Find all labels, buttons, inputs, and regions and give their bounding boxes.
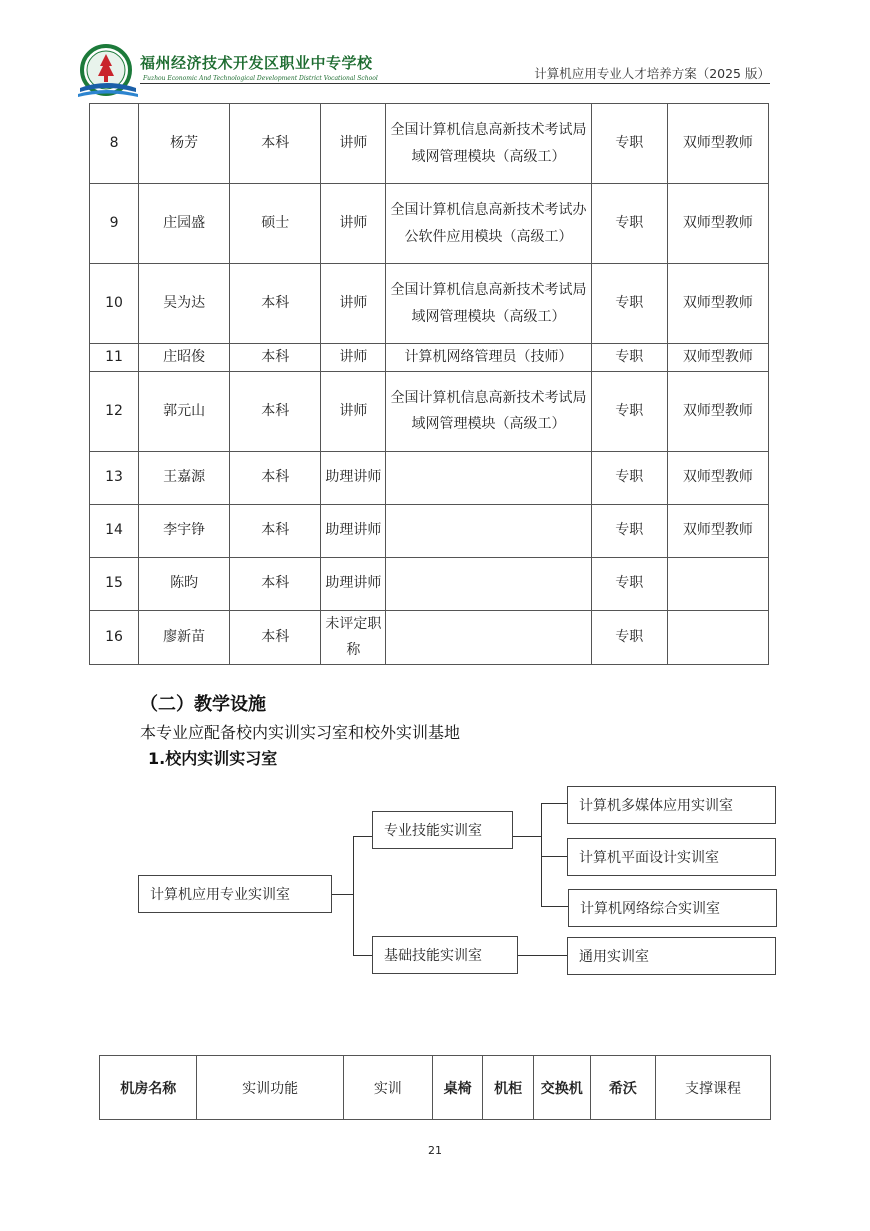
table-row (90, 344, 769, 372)
staff-name-cell: 廖新苗 (139, 610, 230, 664)
staff-education-cell: 硕士 (230, 184, 321, 264)
staff-education-cell: 本科 (230, 451, 321, 504)
connector (353, 955, 372, 956)
table-row (90, 371, 769, 451)
table-header-cell: 实训 (343, 1056, 432, 1120)
staff-title-cell: 讲师 (321, 264, 386, 344)
staff-employment-cell: 专职 (591, 451, 667, 504)
staff-education-cell: 本科 (230, 504, 321, 557)
staff-employment-cell: 专职 (591, 104, 667, 184)
sub-heading: 1.校内实训实习室 (148, 749, 278, 768)
diagram-leaf-graphic-design: 计算机平面设计实训室 (567, 838, 776, 876)
staff-certificate-cell: 全国计算机信息高新技术考试局域网管理模块（高级工） (386, 104, 591, 184)
table-row (90, 184, 769, 264)
staff-role-cell: 双师型教师 (667, 264, 768, 344)
diagram-branch-professional: 专业技能实训室 (372, 811, 513, 849)
staff-employment-cell: 专职 (591, 264, 667, 344)
staff-name-cell: 王嘉源 (139, 451, 230, 504)
staff-employment-cell: 专职 (591, 184, 667, 264)
table-row (90, 104, 769, 184)
staff-title-cell: 讲师 (321, 371, 386, 451)
connector (332, 894, 354, 895)
staff-number-cell: 14 (90, 504, 139, 557)
staff-number-cell: 11 (90, 344, 139, 372)
school-name-cn: 福州经济技术开发区职业中专学校 (140, 54, 373, 72)
staff-number-cell: 15 (90, 557, 139, 610)
school-name-en: Fuzhou Economic And Technological Development District Vocational School (143, 75, 378, 82)
table-header-cell: 实训功能 (197, 1056, 343, 1120)
table-row (90, 610, 769, 664)
connector (541, 803, 567, 804)
staff-name-cell: 庄园盛 (139, 184, 230, 264)
staff-education-cell: 本科 (230, 371, 321, 451)
staff-title-cell: 助理讲师 (321, 557, 386, 610)
staff-certificate-cell (386, 610, 591, 664)
diagram-root-node: 计算机应用专业实训室 (138, 875, 332, 913)
staff-role-cell (667, 557, 768, 610)
staff-certificate-cell: 计算机网络管理员（技师） (386, 344, 591, 372)
diagram-branch-basic: 基础技能实训室 (372, 936, 518, 974)
table-header-cell: 希沃 (590, 1056, 655, 1120)
staff-education-cell: 本科 (230, 557, 321, 610)
staff-title-cell: 讲师 (321, 184, 386, 264)
staff-education-cell: 本科 (230, 610, 321, 664)
staff-number-cell: 16 (90, 610, 139, 664)
table-header-row (100, 1056, 771, 1120)
staff-role-cell: 双师型教师 (667, 451, 768, 504)
staff-employment-cell: 专职 (591, 371, 667, 451)
staff-role-cell: 双师型教师 (667, 104, 768, 184)
staff-title-cell: 未评定职称 (321, 610, 386, 664)
connector (541, 906, 568, 907)
staff-certificate-cell: 全国计算机信息高新技术考试办公软件应用模块（高级工） (386, 184, 591, 264)
staff-role-cell (667, 610, 768, 664)
header-divider (140, 83, 770, 84)
staff-number-cell: 13 (90, 451, 139, 504)
document-title: 计算机应用专业人才培养方案（2025 版） (534, 66, 770, 81)
staff-certificate-cell (386, 557, 591, 610)
staff-name-cell: 郭元山 (139, 371, 230, 451)
staff-certificate-cell (386, 451, 591, 504)
staff-name-cell: 庄昭俊 (139, 344, 230, 372)
staff-role-cell: 双师型教师 (667, 344, 768, 372)
staff-title-cell: 讲师 (321, 104, 386, 184)
staff-certificate-cell: 全国计算机信息高新技术考试局域网管理模块（高级工） (386, 371, 591, 451)
staff-employment-cell: 专职 (591, 504, 667, 557)
table-row (90, 504, 769, 557)
staff-name-cell: 杨芳 (139, 104, 230, 184)
staff-number-cell: 12 (90, 371, 139, 451)
staff-employment-cell: 专职 (591, 557, 667, 610)
staff-role-cell: 双师型教师 (667, 504, 768, 557)
diagram-leaf-multimedia: 计算机多媒体应用实训室 (567, 786, 776, 824)
staff-name-cell: 吴为达 (139, 264, 230, 344)
staff-education-cell: 本科 (230, 104, 321, 184)
connector (513, 836, 542, 837)
lab-table (99, 1055, 771, 1120)
staff-title-cell: 助理讲师 (321, 451, 386, 504)
staff-table (89, 103, 769, 665)
staff-role-cell: 双师型教师 (667, 184, 768, 264)
staff-name-cell: 陈昀 (139, 557, 230, 610)
school-emblem-icon (76, 44, 140, 100)
staff-certificate-cell (386, 504, 591, 557)
table-header-cell: 交换机 (533, 1056, 590, 1120)
page-number: 21 (428, 1144, 442, 1157)
diagram-leaf-general: 通用实训室 (567, 937, 776, 975)
staff-title-cell: 助理讲师 (321, 504, 386, 557)
table-header-cell: 机柜 (483, 1056, 533, 1120)
connector (541, 803, 542, 907)
staff-certificate-cell: 全国计算机信息高新技术考试局域网管理模块（高级工） (386, 264, 591, 344)
table-header-cell: 桌椅 (432, 1056, 482, 1120)
table-header-cell: 机房名称 (100, 1056, 197, 1120)
staff-title-cell: 讲师 (321, 344, 386, 372)
staff-number-cell: 8 (90, 104, 139, 184)
staff-role-cell: 双师型教师 (667, 371, 768, 451)
staff-name-cell: 李宇铮 (139, 504, 230, 557)
connector (518, 955, 567, 956)
staff-employment-cell: 专职 (591, 610, 667, 664)
table-row (90, 451, 769, 504)
staff-employment-cell: 专职 (591, 344, 667, 372)
table-row (90, 557, 769, 610)
connector (353, 836, 372, 837)
staff-education-cell: 本科 (230, 344, 321, 372)
staff-education-cell: 本科 (230, 264, 321, 344)
staff-number-cell: 10 (90, 264, 139, 344)
diagram-leaf-network: 计算机网络综合实训室 (568, 889, 777, 927)
connector (353, 836, 354, 956)
connector (541, 856, 567, 857)
staff-number-cell: 9 (90, 184, 139, 264)
table-header-cell: 支撑课程 (655, 1056, 770, 1120)
section-heading: （二）教学设施 (140, 694, 266, 715)
table-row (90, 264, 769, 344)
section-intro: 本专业应配备校内实训实习室和校外实训基地 (140, 723, 461, 742)
